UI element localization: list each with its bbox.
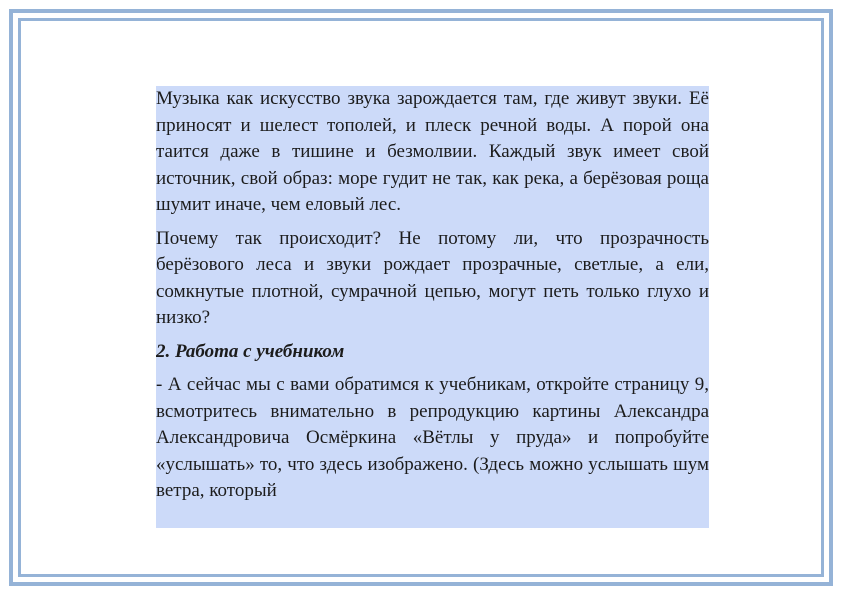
paragraph-textbook: - А сейчас мы с вами обратимся к учебникам, откройте страницу 9, всмотритесь внимательно в репродукцию картины Александра Александровича Осмёркина «Вётлы у пруда» и попробуйте «услышать» то, что здесь изображено. (Здесь можно услышать шум ветра, который bbox=[156, 374, 709, 501]
paragraph-music-intro: Музыка как искусство звука зарождается там, где живут звуки. Её приносят и шелест тополей, и плеск речной воды. А порой она таится даже в тишине и безмолвии. Каждый звук имеет свой источник, свой образ: море гудит не так, как река, а берёзовая роща шумит иначе, чем еловый лес. bbox=[156, 88, 709, 215]
paragraph-question: Почему так происходит? Не потому ли, что прозрачность берёзового леса и звуки рождает прозрачные, светлые, а ели, сомкнутые плотной, сумрачной цепью, могут петь только глухо и низко? bbox=[156, 227, 709, 328]
section-heading: 2. Работа с учебником bbox=[156, 340, 345, 362]
text-block bbox=[156, 86, 709, 528]
